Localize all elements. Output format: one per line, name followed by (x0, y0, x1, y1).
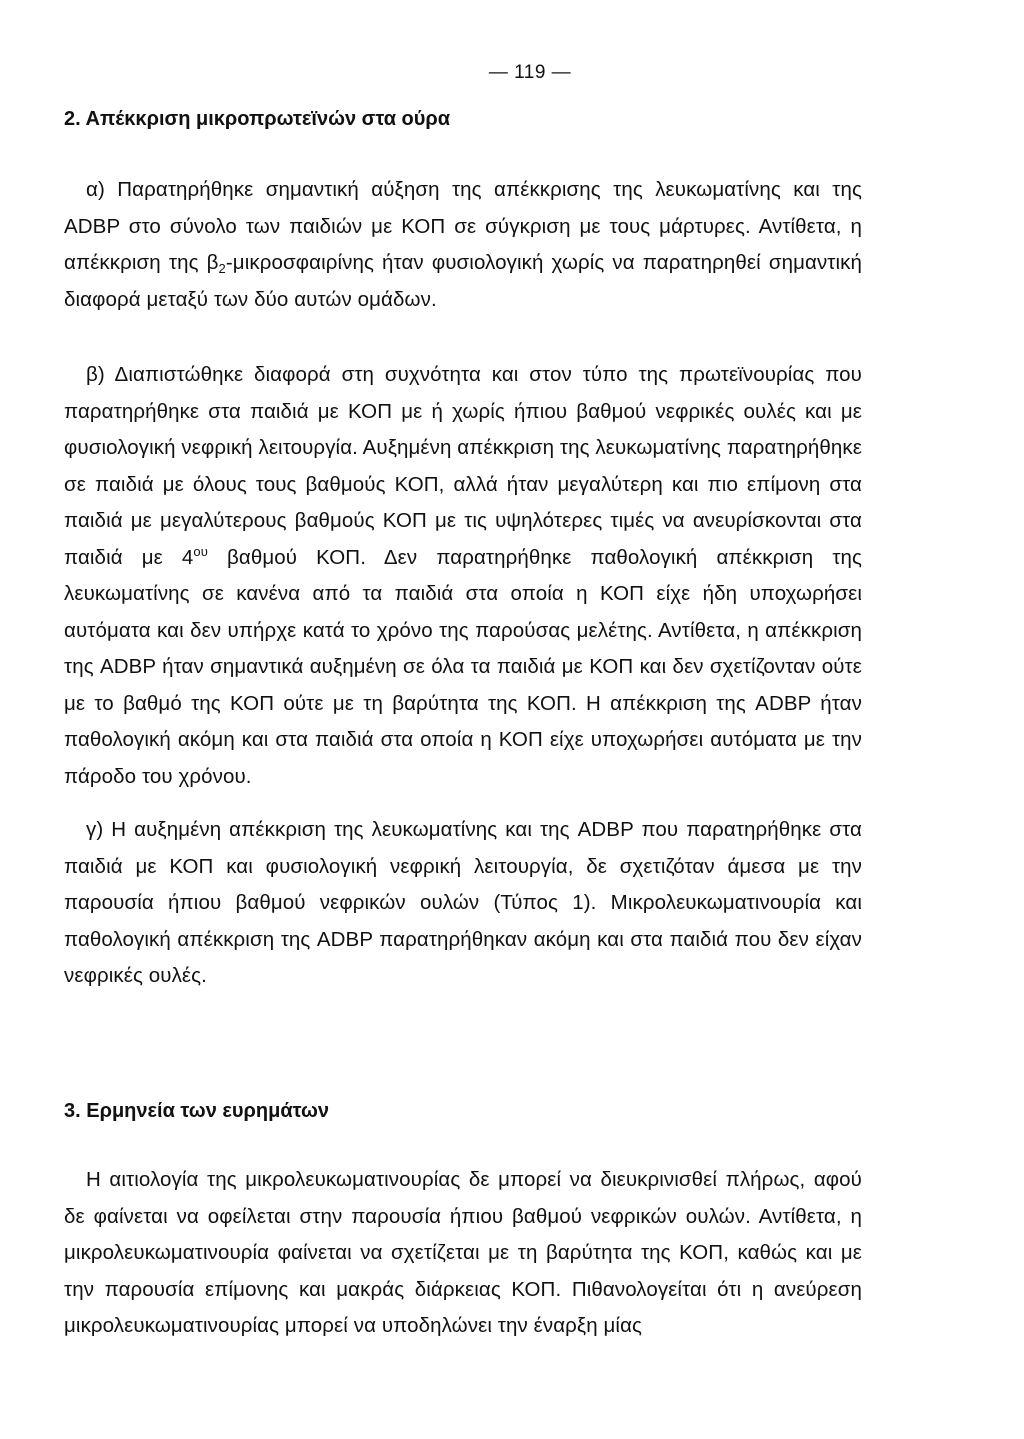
paragraph-gamma (64, 812, 862, 995)
paragraph-alpha-text-1: α) Παρατηρήθηκε σημαντική αύξηση της απέκκρισης της λευκωματίνης και της ADBP στο σύνολο των παιδιών με ΚΟΠ σε σύγκριση με τους μάρτυρες. Αντίθετα, η απέκκριση της β (64, 178, 862, 274)
section-3-heading: 3. Ερμηνεία των ευρημάτων (64, 1100, 330, 1122)
section-3-paragraph (64, 1162, 862, 1345)
paragraph-beta-text-2: βαθμού ΚΟΠ. Δεν παρατηρήθηκε παθολογική απέκκριση της λευκωματίνης σε κανένα από τα παιδιά στα οποία η ΚΟΠ είχε ήδη υποχωρήσει αυτόματα και δεν υπήρχε κατά το χρόνο της παρούσας μελέτης. Αντίθετα, η απέκκριση της ADBP ήταν σημαντικά αυξημένη σε όλα τα παιδιά με ΚΟΠ και δεν σχετίζονταν ούτε με το βαθμό της ΚΟΠ ούτε με τη βαρύτητα της ΚΟΠ. Η απέκκριση της ADBP ήταν παθολογική ακόμη και στα παιδιά στα οποία η ΚΟΠ είχε υποχωρήσει αυτόματα με την πάροδο του χρόνου. (64, 545, 862, 788)
paragraph-gamma-text: γ) Η αυξημένη απέκκριση της λευκωματίνης και της ADBP που παρατηρήθηκε στα παιδιά με ΚΟΠ και φυσιολογική νεφρική λειτουργία, δε σχετιζόταν άμεσα με την παρουσία ήπιου βαθμού νεφρικών ουλών (Τύπος 1). Μικρολευκωματινουρία και παθολογική απέκκριση της ADBP παρατηρήθηκαν ακόμη και στα παιδιά που δεν είχαν νεφρικές ουλές. (64, 818, 862, 987)
subscript-2: 2 (218, 261, 226, 276)
page-number: — 119 — (488, 62, 572, 83)
superscript-ou: ου (193, 543, 208, 559)
paragraph-alpha (64, 172, 862, 318)
paragraph-beta-text-1: β) Διαπιστώθηκε διαφορά στη συχνότητα και στον τύπο της πρωτεϊνουρίας που παρατηρήθηκε στα παιδιά με ΚΟΠ με ή χωρίς ήπιου βαθμού νεφρικές ουλές και με φυσιολογική νεφρική λειτουργία. Αυξημένη απέκκριση της λευκωματίνης παρατηρήθηκε σε παιδιά με όλους τους βαθμούς ΚΟΠ, αλλά ήταν μεγαλύτερη και πιο επίμονη στα παιδιά με μεγαλύτερους βαθμούς ΚΟΠ με τις υψηλότερες τιμές να ανευρίσκονται στα παιδιά με 4 (64, 363, 862, 569)
section-3-paragraph-text: Η αιτιολογία της μικρολευκωματινουρίας δε μπορεί να διευκρινισθεί πλήρως, αφού δε φαίνεται να οφείλεται στην παρουσία ήπιου βαθμού νεφρικών ουλών. Αντίθετα, η μικρολευκωματινουρία φαίνεται να σχετίζεται με τη βαρύτητα της ΚΟΠ, καθώς και με την παρουσία επίμονης και μακράς διάρκειας ΚΟΠ. Πιθανολογείται ότι η ανεύρεση μικρολευκωματινουρίας μπορεί να υποδηλώνει την έναρξη μίας (64, 1168, 862, 1337)
paragraph-alpha-text-2: -μικροσφαιρίνης ήταν φυσιολογική χωρίς να παρατηρηθεί σημαντική διαφορά μεταξύ των δύο αυτών ομάδων. (64, 251, 862, 311)
paragraph-beta (64, 357, 862, 795)
section-2-heading: 2. Απέκκριση μικροπρωτεϊνών στα ούρα (64, 108, 451, 130)
